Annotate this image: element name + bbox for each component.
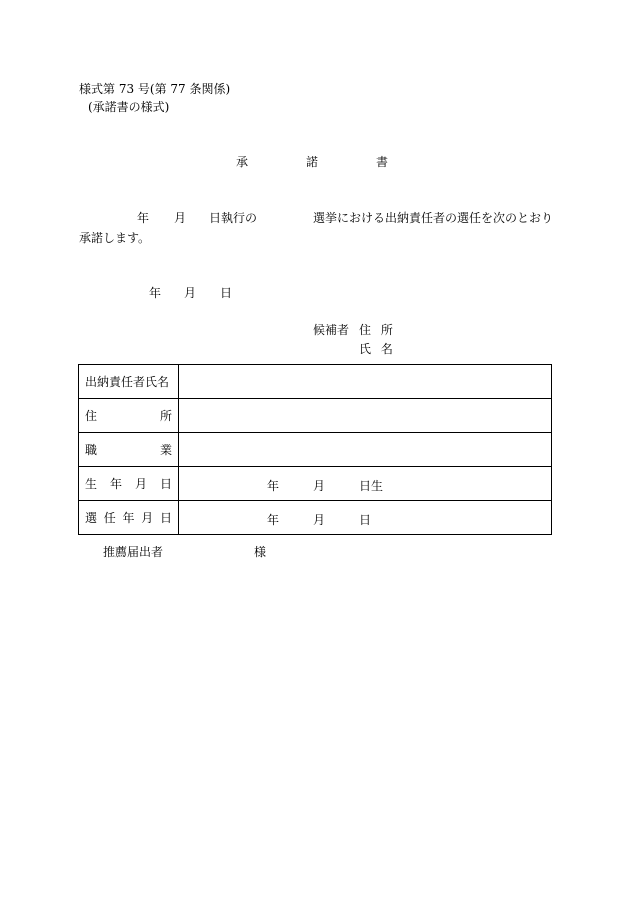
document-title xyxy=(236,155,388,169)
label-char: 職 xyxy=(85,443,98,457)
table-row xyxy=(79,501,552,535)
value-occupation[interactable] xyxy=(179,433,552,467)
title-char-1: 承 xyxy=(236,155,249,169)
label-char: 業 xyxy=(159,443,172,457)
table-row xyxy=(79,365,552,399)
label-char: 所 xyxy=(159,409,172,423)
candidate-role: 候補者 xyxy=(313,323,350,337)
date-day: 日 xyxy=(220,286,233,300)
statement-clause: 選挙における出納責任者の選任を次のとおり xyxy=(313,211,554,225)
form-number: 様式第 73 号(第 77 条関係) xyxy=(79,82,231,96)
birth-month-unit: 月 xyxy=(313,479,326,493)
label-treasurer-name xyxy=(79,365,179,399)
label-char: 日 xyxy=(159,477,172,491)
label-address xyxy=(79,399,179,433)
statement-year: 年 xyxy=(137,211,150,225)
statement-month: 月 xyxy=(174,211,187,225)
label-char: 月 xyxy=(141,511,154,525)
label-char: 月 xyxy=(134,477,147,491)
statement-day-exec: 日執行の xyxy=(209,211,258,225)
label-char: 選 xyxy=(85,511,98,525)
date-month: 月 xyxy=(184,286,197,300)
recipient-honorific: 様 xyxy=(254,545,267,559)
label-appointment-date xyxy=(79,501,179,535)
appoint-month-unit: 月 xyxy=(313,513,326,527)
label-char: 住 xyxy=(85,409,98,423)
appoint-day-unit: 日 xyxy=(359,513,372,527)
title-char-3: 書 xyxy=(375,155,388,169)
label-char: 年 xyxy=(122,511,135,525)
appoint-year-unit: 年 xyxy=(267,513,280,527)
statement-line2: 承諾します。 xyxy=(79,231,151,245)
table-row xyxy=(79,433,552,467)
label-char: 任 xyxy=(103,511,116,525)
table-row xyxy=(79,399,552,433)
candidate-name-label: 氏 名 xyxy=(359,342,393,356)
date-year: 年 xyxy=(149,286,162,300)
label-char: 生 xyxy=(85,477,98,491)
value-address[interactable] xyxy=(179,399,552,433)
birth-day-unit: 日生 xyxy=(359,479,384,493)
value-appointment-date[interactable] xyxy=(179,501,552,535)
label-birthdate xyxy=(79,467,179,501)
table-row xyxy=(79,467,552,501)
label-occupation xyxy=(79,433,179,467)
candidate-address-label: 住 所 xyxy=(359,323,393,337)
value-treasurer-name[interactable] xyxy=(179,365,552,399)
form-subtitle: (承諾書の様式) xyxy=(88,100,170,114)
recipient-label: 推薦届出者 xyxy=(103,545,164,559)
label-char: 年 xyxy=(109,477,122,491)
treasurer-table xyxy=(78,364,552,535)
birth-year-unit: 年 xyxy=(267,479,280,493)
value-birthdate[interactable] xyxy=(179,467,552,501)
label-text: 出納責任者氏名 xyxy=(85,375,170,389)
label-char: 日 xyxy=(159,511,172,525)
title-char-2: 諾 xyxy=(305,155,318,169)
